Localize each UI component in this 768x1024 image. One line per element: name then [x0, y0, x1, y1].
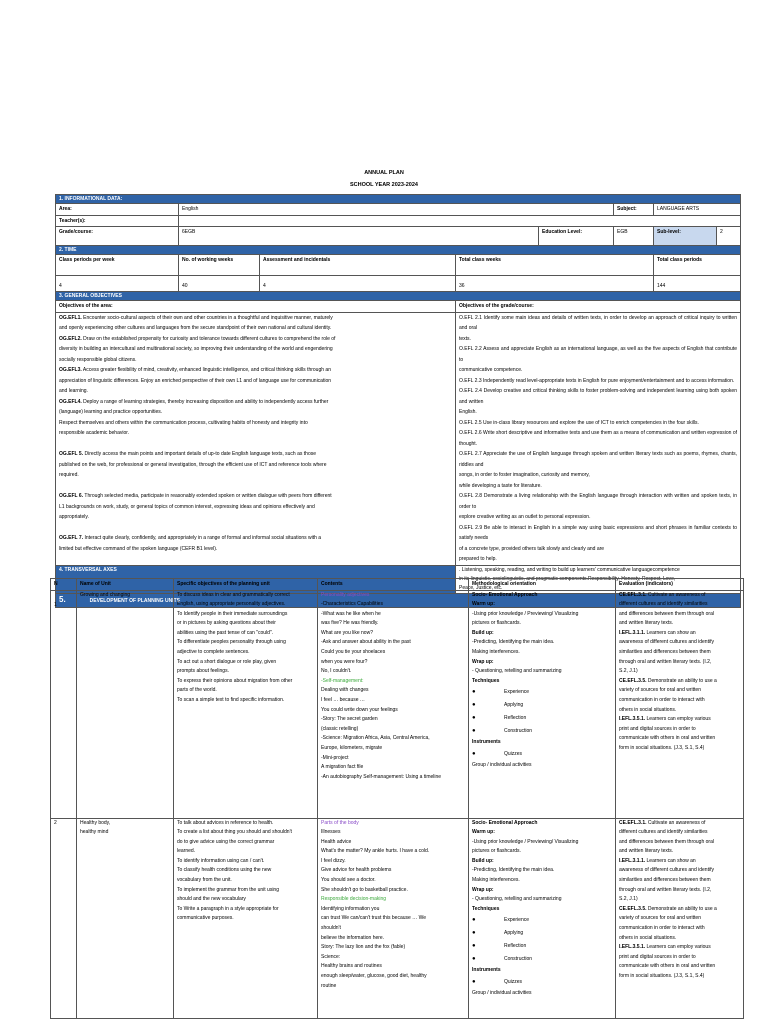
content-line: -Mini-project [321, 754, 349, 761]
evaluation-line: similarities and differences between them [619, 877, 711, 884]
evaluation-line: form in social situations. (J.3, S.1, S.4) [619, 973, 705, 979]
transversal-line: . Listening, speaking, reading, and writing to build up learners' communicative languagecompetence [459, 566, 680, 573]
content-line: What's the matter? My ankle hurts. I have a cold. [321, 848, 430, 855]
unit1-evaluation [616, 590, 744, 818]
planning-title: DEVELOPMENT OF PLANNING UNITS [89, 597, 180, 604]
area-objective-line: and learning. [59, 388, 88, 394]
unit1-name: Growing and changing [77, 590, 174, 818]
method-line: - Questioning, retelling and summarizing [472, 668, 562, 675]
content-line: Illnesses [321, 829, 341, 836]
col-header-n: N [51, 579, 77, 591]
content-line: I feel … because … [321, 697, 365, 704]
bullet-icon: ● [472, 715, 476, 722]
bullet-icon: ● [472, 943, 476, 950]
section-general-objectives: 3. GENERAL OBJECTIVES [56, 292, 741, 301]
method-techniques: Techniques [472, 905, 500, 912]
method-line: -Predicting, Identifying the main idea. [472, 867, 555, 874]
objective-line: English, using appropriate personality adjectives. [177, 601, 286, 608]
content-line: -Characteristics Capabilities [321, 601, 383, 608]
objective-line: communicative purposes. [177, 915, 234, 922]
content-line: Health advice [321, 838, 352, 845]
content-line: Europe, kilometers, migrate [321, 745, 383, 751]
area-objective-line: socially responsible global citizens. [59, 356, 137, 363]
method-line: pictures or flashcards. [472, 848, 521, 855]
method-group: Group / individual activities [472, 990, 532, 997]
method-wrap-up: Wrap up: [472, 658, 494, 665]
technique-label: Reflection [504, 943, 527, 950]
objective-line: should and the new vocabulary [177, 896, 246, 903]
area-objective-line-code: OG.EFL3. [59, 367, 82, 373]
time-value-periods: 4 [56, 276, 179, 292]
time-value-assessment: 4 [260, 276, 456, 292]
bullet-icon: ● [472, 956, 476, 963]
content-line: -An autobiography Self-management: Using a timeline [321, 773, 442, 780]
teachers-value [179, 215, 741, 227]
method-line: Making interferences. [472, 877, 520, 884]
objective-line: learned. [177, 848, 196, 855]
method-line: pictures or flashcards. [472, 620, 521, 627]
subject-value: LANGUAGE ARTS [654, 204, 741, 216]
unit1-method [469, 590, 616, 818]
col-header-method: Methodological orientation [469, 579, 616, 591]
technique-label: Construction [504, 728, 533, 735]
objective-line: To classify health conditions using the new [177, 867, 272, 874]
evaluation-line: communication in order to interact with [619, 925, 705, 932]
unit2-objectives [174, 818, 318, 1018]
content-line: routine [321, 982, 337, 989]
area-objective-line-code: OG.EFL 7. [59, 535, 84, 541]
area-objective-line: appreciation of linguistic differences. Enjoy an enriched perspective of their own L1 and of language use for communication [59, 377, 332, 384]
objective-line: To scan a simple text to find specific information. [177, 697, 285, 704]
grade-objective-line: while developing a taste for literature. [459, 482, 542, 489]
grade-objective-line: communicative competence. [459, 367, 523, 373]
evaluation-line: others in social situations. [619, 934, 677, 941]
technique-label: Construction [504, 956, 533, 963]
content-line: -Ask and answer about ability in the past [321, 639, 411, 646]
evaluation-line: variety of sources for oral and written [619, 915, 701, 922]
area-objective-line: L1 backgrounds on work, study, or general topics of common interest, expressing ideas and opinions effectively and [59, 503, 315, 510]
evaluation-line: print and digital sources in order to [619, 953, 696, 960]
area-label: Area: [56, 204, 179, 216]
objective-line: parts of the world. [177, 687, 217, 694]
method-line: -Using prior knowledge / Previewing/ Visualizing [472, 610, 579, 617]
unit2-method [469, 818, 616, 1018]
grade-objective-line: English. [459, 409, 477, 415]
technique-item [472, 725, 612, 738]
technique-label: Experience [504, 917, 530, 924]
unit-name-line: healthy mind [80, 829, 109, 836]
grade-objective-line: O.EFL 2.2 Assess and appreciate English as an international language, as well as the five aspects of English that contribute to [459, 346, 737, 363]
col-header-evaluation: Evaluation (indicators) [616, 579, 744, 591]
evaluation-line: print and digital sources in order to [619, 725, 696, 732]
area-objective-line: diversity in building an intercultural and multinational society, so improving their understanding of the world and engendering [59, 346, 333, 352]
section-transversal-axes: 4. TRANSVERSAL AXES [56, 565, 456, 593]
bullet-icon: ● [472, 728, 476, 735]
subject-label: Subject: [614, 204, 654, 216]
time-header-total-periods: Total class periods [654, 255, 741, 276]
table-row [51, 590, 744, 818]
method-line: Making interferences. [472, 649, 520, 656]
area-objective-line-code: OG.EFL 6. [59, 493, 84, 499]
content-line: Responsible decision-making [321, 896, 387, 903]
technique-item [472, 686, 612, 699]
objective-line: To talk about advices in reference to health. [177, 819, 274, 826]
method-instruments: Instruments [472, 739, 501, 746]
evaluation-line: I.EFL.3.1.1. Learners can show an [619, 629, 696, 636]
technique-item [472, 712, 612, 725]
col-header-unit: Name of Unit [77, 579, 174, 591]
objective-line: adjective to complete sentences. [177, 649, 250, 656]
technique-label: Experience [504, 689, 530, 696]
instrument-item [472, 748, 612, 761]
evaluation-line: I.EFL.3.5.1. Learners can employ various [619, 716, 711, 723]
objective-line: abilities using the past tense of can "could". [177, 629, 274, 636]
content-line: A migration fact file [321, 764, 364, 771]
transversal-line: in its linguistic, sociolinguistic, and pragmatic components.Responsibility, Honesty, Respect, Love, [459, 575, 676, 582]
objective-line: vocabulary from the unit. [177, 877, 232, 884]
grade-objective-line: O.EFL 2.1 Identify some main ideas and details of written texts, in order to develop an approach of critical inquiry to written and oral [459, 314, 737, 331]
technique-item [472, 940, 612, 953]
content-line: You should see a doctor. [321, 877, 376, 884]
objective-line: To Write a paragraph in a style appropriate for [177, 905, 279, 912]
section-informational-data: 1. INFORMATIONAL DATA: [56, 195, 741, 204]
evaluation-line-code: I.EFL.3.1.1. [619, 629, 646, 636]
method-group: Group / individual activities [472, 762, 532, 769]
evaluation-line: CE.EFL.3.5. Demonstrate an ability to use a [619, 905, 717, 912]
content-line: Identifying information you [321, 905, 380, 912]
area-objective-line: published on the web, for professional or general investigation, through the efficient use of ICT and reference tools where [59, 461, 327, 468]
evaluation-line: similarities and differences between them [619, 649, 711, 656]
evaluation-line: S.2, J.1) [619, 896, 638, 903]
instrument-label: Quizzes [504, 751, 523, 758]
objective-line: To express their opinions about migration from other [177, 677, 293, 684]
unit1-objectives [174, 590, 318, 818]
grade-value: 6EGB [179, 227, 539, 246]
content-line: What are you like now? [321, 629, 373, 636]
evaluation-line: variety of sources for oral and written [619, 687, 701, 694]
evaluation-line: awareness of different cultures and identify [619, 867, 714, 874]
objective-line: or in pictures by asking questions about their [177, 620, 276, 627]
method-warm-up: Warm up: [472, 829, 495, 836]
content-line: (classic retelling) [321, 725, 359, 732]
grade-objective-line: O.EFL 2.7 Appreciate the use of English language through spoken and written literary texts such as poems, rhymes, chants, riddles and [459, 451, 737, 468]
content-line: -What was he like when he [321, 610, 381, 617]
evaluation-line: I.EFL.3.1.1. Learners can show an [619, 857, 696, 864]
unit2-evaluation [616, 818, 744, 1018]
evaluation-line-code: CE.EFL.3.1. [619, 819, 647, 826]
grade-objective-line: O.EFL 2.3 Independently read level-appropriate texts in English for pure enjoyment/entertainment and to access information. [459, 377, 735, 384]
evaluation-line: communicate with others in oral and written [619, 963, 716, 970]
grade-objective-line: songs, in order to foster imagination, curiosity and memory, [459, 472, 590, 478]
evaluation-line: CE.EFL.3.1. Cultivate an awareness of [619, 591, 706, 598]
grade-objectives-text [456, 312, 741, 565]
area-objective-line-code: OG.EFL 5. [59, 451, 84, 457]
evaluation-line: different cultures and identify similarities [619, 601, 708, 608]
evaluation-line: I.EFL.3.5.1. Learners can employ various [619, 944, 711, 951]
unit1-contents [318, 590, 469, 818]
area-objective-line: OG.EFL 7. Interact quite clearly, confidently, and appropriately in a range of formal and informal social situations with a [59, 535, 322, 541]
content-line: Parts of the body [321, 819, 359, 826]
document-title: ANNUAL PLAN [364, 170, 404, 176]
content-line: was five? He was friendly. [321, 620, 379, 627]
objective-line: To create a list about thing you should and shouldn't [177, 829, 292, 836]
time-header-weeks: No. of working weeks [179, 255, 260, 276]
content-line: -Science: Migration Africa, Asia, Central America, [321, 735, 430, 742]
area-objective-line: limited but effective command of the spoken language (CEFR B1 level). [59, 545, 218, 552]
evaluation-line: and differences between them through oral [619, 610, 714, 617]
school-year: SCHOOL YEAR 2023-2024 [350, 182, 418, 188]
content-line: Give advice for health problems [321, 867, 392, 874]
evaluation-line: S.2, J.1) [619, 668, 638, 675]
instrument-item [472, 976, 612, 989]
evaluation-line: others in social situations. [619, 706, 677, 713]
area-objectives-header: Objectives of the area: [56, 301, 456, 313]
grade-objective-line: O.EFL 2.8 Demonstrate a living relationship with the English language through interaction with written and spoken texts, in order to [459, 493, 737, 510]
transversal-line: Peace, Justice, etc. [459, 584, 503, 591]
grade-objective-line: O.EFL 2.6 Write short descriptive and informative texts and use them as a means of communication and written expression of thought. [459, 430, 737, 447]
content-line: Could you tie your shoelaces [321, 649, 386, 656]
content-line: can trust We can/can't trust this because … We [321, 915, 426, 922]
content-line: shouldn't [321, 925, 341, 932]
evaluation-line-code: I.EFL.3.5.1. [619, 716, 646, 723]
content-line: You could write down your feelings [321, 706, 398, 713]
evaluation-line: communicate with others in oral and written [619, 735, 716, 742]
bullet-icon: ● [472, 930, 476, 937]
technique-label: Applying [504, 702, 524, 709]
objective-line: do to give advice using the correct grammar [177, 838, 275, 845]
unit1-number: 1 [51, 590, 77, 818]
method-line: -Using prior knowledge / Previewing/ Visualizing [472, 838, 579, 845]
area-objective-line: required. [59, 472, 79, 478]
time-header-assessment: Assessment and incidentals [260, 255, 456, 276]
area-objective-line [59, 439, 452, 450]
content-line: enough sleep/water, glucose, good diet, healthy [321, 973, 427, 979]
area-objective-line: (language) learning and practice opportunities. [59, 409, 163, 415]
evaluation-line: different cultures and identify similarities [619, 829, 708, 836]
col-header-contents: Contents [318, 579, 469, 591]
evaluation-line: awareness of different cultures and identify [619, 639, 714, 646]
evaluation-line: and written literary texts. [619, 620, 674, 627]
content-line: She shouldn't go to basketball practice. [321, 886, 408, 893]
bullet-icon: ● [472, 751, 476, 758]
time-header-total-weeks: Total class weeks [456, 255, 654, 276]
evaluation-line: and written literary texts. [619, 848, 674, 855]
objective-line: To implement the grammar from the unit using [177, 886, 279, 893]
method-techniques: Techniques [472, 677, 500, 684]
method-build-up: Build up: [472, 857, 494, 864]
bullet-icon: ● [472, 702, 476, 709]
evaluation-line: form in social situations. (J.3, S.1, S.4) [619, 745, 705, 751]
bullet-icon: ● [472, 979, 476, 986]
evaluation-line-code: I.EFL.3.5.1. [619, 944, 646, 951]
grade-objective-line: O.EFL 2.5 Use in-class library resources and explore the use of ICT to enrich competencies in the four skills. [459, 419, 699, 426]
method-instruments: Instruments [472, 967, 501, 974]
area-objective-line-code: OG.EFL2. [59, 335, 82, 342]
grade-objective-line: O.EFL 2.9 Be able to interact in English in a simple way using basic expressions and short phrases in familiar contexts to satisfy needs [459, 524, 737, 541]
time-header-periods: Class periods per week [56, 255, 179, 276]
content-line: Story: The lazy lion and the fox (fable) [321, 944, 406, 951]
method-wrap-up: Wrap up: [472, 886, 494, 893]
content-line: No, I couldn't. [321, 668, 352, 675]
content-line: Science: [321, 953, 341, 960]
sublevel-value: 2 [717, 227, 741, 246]
level-value: EGB [614, 227, 654, 246]
objective-line: To Identify people in their immediate surroundings [177, 610, 288, 617]
level-label: Education Level: [539, 227, 614, 246]
time-value-total-periods: 144 [654, 276, 741, 292]
evaluation-line-code: CE.EFL.3.5. [619, 677, 647, 684]
col-header-objectives: Specific objectives of the planning unit [174, 579, 318, 591]
objective-line: To act out a short dialogue or role play, given [177, 658, 277, 665]
area-objective-line: OG.EFL 6. Through selected media, participate in reasonably extended spoken or written dialogue with peers from different [59, 493, 332, 499]
area-objective-line: Respect themselves and others within the communication process, cultivating habits of honesty and integrity into [59, 419, 308, 426]
content-line: -Story: The secret garden [321, 716, 378, 723]
objective-line: To discuss ideas in clear and grammatically correct [177, 591, 290, 598]
evaluation-line-code: I.EFL.3.1.1. [619, 857, 646, 864]
technique-item [472, 914, 612, 927]
method-build-up: Build up: [472, 629, 494, 636]
grade-objective-line: O.EFL 2.4 Develop creative and critical thinking skills to foster problem-solving and independent learning using both spoken and written [459, 388, 737, 405]
unit-name-line: Healthy body, [80, 819, 111, 826]
evaluation-line: communication in order to interact with [619, 697, 705, 704]
grade-objective-line: of a concrete type, provided others talk slowly and clearly and are [459, 545, 605, 552]
time-value-weeks: 40 [179, 276, 260, 292]
area-value: English [179, 204, 614, 216]
unit2-name [77, 818, 174, 1018]
technique-label: Reflection [504, 715, 527, 722]
grade-objectives-header: Objectives of the grade/course: [456, 301, 741, 313]
area-objective-line: OG.EFL 5. Directly access the main points and important details of up-to date English language texts, such as those [59, 451, 317, 457]
method-warm-up: Warm up: [472, 601, 495, 608]
objective-line: To identify information using can / can't. [177, 857, 265, 864]
table-row [51, 818, 744, 1018]
technique-item [472, 927, 612, 940]
planning-units-table [50, 578, 744, 1019]
grade-objective-line: texts. [459, 335, 471, 342]
evaluation-line-code: CE.EFL.3.5. [619, 905, 647, 912]
evaluation-line: CE.EFL.3.1. Cultivate an awareness of [619, 819, 706, 826]
area-objective-line: and openly experiencing other cultures and languages from the secure standpoint of their own national and cultural identity. [59, 325, 332, 331]
method-approach: Socio- Emotional Approach [472, 819, 538, 826]
area-objective-line: OG.EFL4. Deploy a range of learning strategies, thereby increasing disposition and ability to independently access further [59, 398, 329, 405]
technique-label: Applying [504, 930, 524, 937]
evaluation-line: through oral and written literary texts. (I.2, [619, 658, 712, 665]
method-line: -Predicting, Identifying the main idea. [472, 639, 555, 646]
annual-plan-table [55, 194, 741, 608]
evaluation-line: and differences between them through oral [619, 838, 714, 845]
evaluation-line: through oral and written literary texts. (I.2, [619, 886, 712, 893]
grade-objective-line: explore creative writing as an outlet to personal expression. [459, 514, 591, 520]
content-line: when you were four? [321, 658, 368, 665]
grade-objective-line: prepared to help. [459, 556, 497, 562]
area-objective-line: OG.EFL1. Encounter socio-cultural aspects of their own and other countries in a thoughtful and inquisitive manner, maturely [59, 314, 333, 321]
method-approach: Socio- Emotional Approach [472, 591, 538, 598]
content-line: believe the information here. [321, 934, 385, 941]
planning-number: 5. [59, 594, 66, 604]
unit2-contents [318, 818, 469, 1018]
technique-item [472, 953, 612, 966]
content-line: I feel dizzy. [321, 857, 346, 864]
grade-label: Grade/course: [56, 227, 179, 246]
teachers-label: Teacher(s): [56, 215, 179, 227]
bullet-icon: ● [472, 689, 476, 696]
area-objective-line-code: OG.EFL1. [59, 314, 82, 321]
area-objective-line [59, 523, 452, 534]
content-line: Dealing with changes [321, 687, 369, 694]
section-time: 2. TIME [56, 246, 741, 255]
evaluation-line-code: CE.EFL.3.1. [619, 591, 647, 598]
unit2-number: 2 [51, 818, 77, 1018]
area-objectives-text [56, 312, 456, 565]
content-line: Healthy brains and routines [321, 963, 382, 970]
method-line: - Questioning, retelling and summarizing [472, 896, 562, 903]
objective-line: To differentiate peoples personality through using [177, 639, 286, 646]
objective-line: prompts about feelings. [177, 668, 229, 675]
area-objective-line: responsible academic behavior. [59, 430, 130, 436]
area-objective-line [59, 481, 452, 492]
sublevel-label: Sub-level: [654, 227, 717, 246]
bullet-icon: ● [472, 917, 476, 924]
area-objective-line: appropriately. [59, 514, 89, 520]
content-line: -Self-management: [321, 677, 364, 684]
instrument-label: Quizzes [504, 979, 523, 986]
technique-item [472, 699, 612, 712]
area-objective-line: OG.EFL3. Access greater flexibility of mind, creativity, enhanced linguistic intelligence, and critical thinking skills through an [59, 367, 331, 373]
area-objective-line-code: OG.EFL4. [59, 398, 82, 405]
area-objective-line: OG.EFL2. Draw on the established propensity for curiosity and tolerance towards different cultures to comprehend the role of [59, 335, 336, 342]
content-line: Personality adjectives [321, 591, 370, 598]
evaluation-line: CE.EFL.3.5. Demonstrate an ability to use a [619, 677, 717, 684]
time-value-total-weeks: 36 [456, 276, 654, 292]
